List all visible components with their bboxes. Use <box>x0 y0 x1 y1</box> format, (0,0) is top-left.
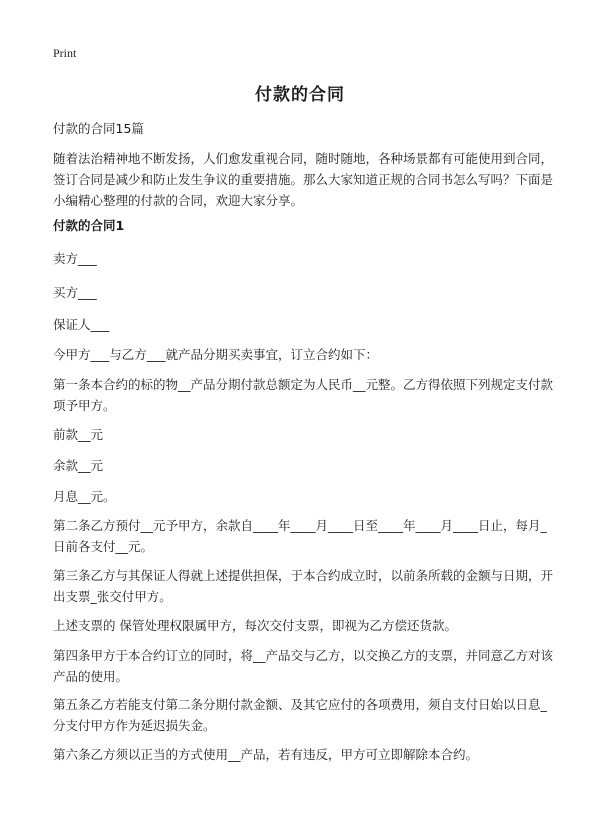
document-subtitle: 付款的合同15篇 <box>53 121 144 136</box>
paragraph-balance: 余款__元 <box>53 458 104 473</box>
paragraph-article-4: 第四条甲方于本合约订立的同时，将__产品交与乙方，以交换乙方的支票，并同意乙方对该产品的使用。 <box>53 648 554 684</box>
document-title: 付款的合同 <box>255 85 345 105</box>
paragraph-article-5: 第五条乙方若能支付第二条分期付款金额、及其它应付的各项费用，须自支付日始以日息_分支付甲方作为延迟损失金。 <box>53 697 547 733</box>
paragraph-monthly-interest: 月息__元。 <box>53 489 116 504</box>
paragraph-guarantor: 保证人___ <box>53 317 110 332</box>
paragraph-seller: 卖方___ <box>53 251 97 266</box>
paragraph-article-3: 第三条乙方与其保证人得就上述提供担保，于本合约成立时，以前条所载的金额与日期，开出支票_张交付甲方。 <box>53 568 554 604</box>
paragraph-buyer: 买方___ <box>53 285 97 300</box>
paragraph-down-payment: 前款__元 <box>53 427 104 442</box>
section-heading: 付款的合同1 <box>53 218 125 233</box>
paragraph-article-2: 第二条乙方预付__元予甲方，余款自____年____月____日至____年____月____日止，每月_日前各支付__元。 <box>53 518 547 554</box>
paragraph-article-6: 第六条乙方须以正当的方式使用__产品，若有违反，甲方可立即解除本合约。 <box>53 747 479 762</box>
intro-paragraph: 随着法治精神地不断发扬，人们愈发重视合同，随时随地，各种场景都有可能使用到合同，签订合同是减少和防止发生争议的重要措施。那么大家知道正规的合同书怎么写吗？下面是小编精心整理的付款的合同，欢迎大家分享。 <box>53 151 554 208</box>
paragraph-agreement: 今甲方___与乙方___就产品分期买卖事宜，订立合约如下： <box>53 347 379 362</box>
paragraph-cheque-custody: 上述支票的 保管处理权限属甲方，每次交付支票，即视为乙方偿还货款。 <box>53 618 457 633</box>
paragraph-article-1: 第一条本合约的标的物__产品分期付款总额定为人民币__元整。乙方得依照下列规定支付款项予甲方。 <box>53 377 554 413</box>
print-label[interactable]: Print <box>53 46 77 60</box>
